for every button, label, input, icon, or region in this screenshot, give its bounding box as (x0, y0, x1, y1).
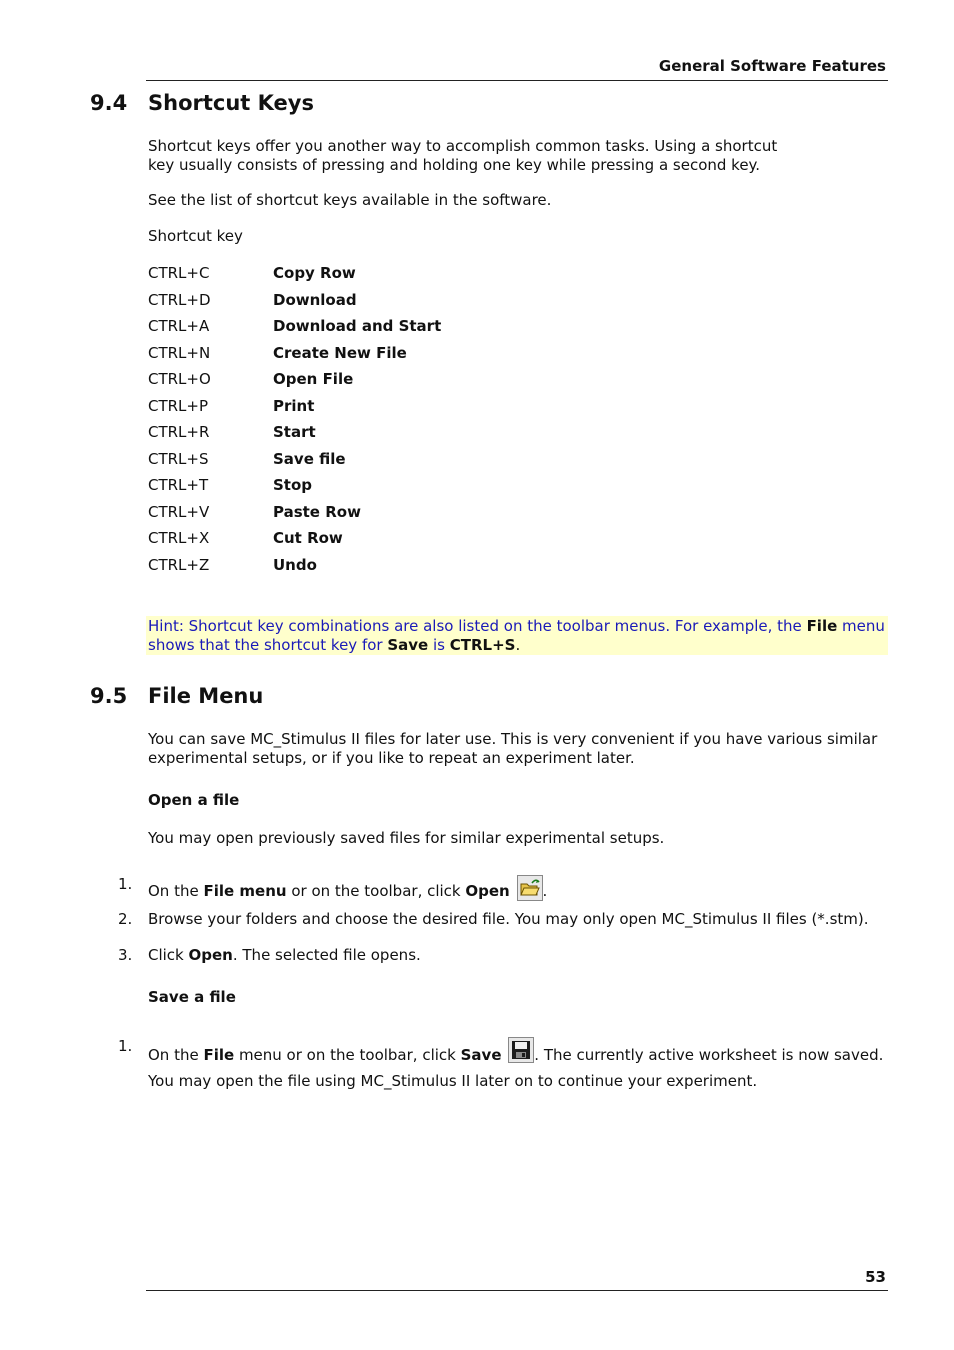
shortcut-action: Copy Row (273, 264, 356, 282)
shortcut-action: Download (273, 291, 357, 309)
shortcut-action: Paste Row (273, 503, 361, 521)
section-number: 9.4 (90, 91, 128, 115)
shortcut-action: Create New File (273, 344, 407, 362)
section-title: File Menu (148, 684, 264, 708)
open-file-intro: You may open previously saved files for similar experimental setups. (148, 829, 665, 847)
hint-box (146, 616, 888, 655)
save-file-heading: Save a file (148, 988, 236, 1006)
shortcut-key: CTRL+T (148, 476, 209, 494)
hint-line-2: shows that the shortcut key for Save is CTRL+S. (148, 636, 521, 654)
shortcut-action: Cut Row (273, 529, 343, 547)
shortcut-action: Start (273, 423, 316, 441)
shortcut-intro: Shortcut keys offer you another way to accomplish common tasks. Using a shortcut key usually consists of pressing and holding one key while pressing a second key. (148, 137, 778, 174)
shortcut-key: CTRL+D (148, 291, 211, 309)
open-file-heading: Open a file (148, 791, 240, 809)
shortcut-key: CTRL+A (148, 317, 210, 335)
shortcut-key: CTRL+C (148, 264, 210, 282)
shortcut-see-list: See the list of shortcut keys available in the software. (148, 191, 552, 209)
shortcut-key: CTRL+P (148, 397, 209, 415)
shortcut-action: Save file (273, 450, 346, 468)
section-number: 9.5 (90, 684, 128, 708)
shortcut-key: CTRL+R (148, 423, 210, 441)
file-menu-intro: You can save MC_Stimulus II files for later use. This is very convenient if you have various similar experimental setups, or if you like to repeat an experiment later. (148, 730, 878, 767)
shortcut-action: Stop (273, 476, 313, 494)
shortcut-key: CTRL+X (148, 529, 210, 547)
floppy-disk-icon (508, 1037, 534, 1063)
shortcut-key: CTRL+O (148, 370, 211, 388)
running-header: General Software Features (658, 57, 886, 75)
header-rule (146, 80, 888, 81)
footer-rule (146, 1290, 888, 1291)
shortcut-key: CTRL+V (148, 503, 210, 521)
shortcut-table-label: Shortcut key (148, 227, 243, 245)
shortcut-key: CTRL+Z (148, 556, 210, 574)
page-number: 53 (865, 1268, 886, 1286)
shortcut-action: Download and Start (273, 317, 442, 335)
shortcut-action: Undo (273, 556, 317, 574)
shortcut-key: CTRL+N (148, 344, 211, 362)
shortcut-action: Print (273, 397, 315, 415)
hint-line-1: Hint: Shortcut key combinations are also listed on the toolbar menus. For example, the File menu (148, 617, 885, 635)
shortcut-key: CTRL+S (148, 450, 209, 468)
save-after-text: You may open the file using MC_Stimulus II later on to continue your experiment. (148, 1072, 758, 1090)
shortcut-action: Open File (273, 370, 354, 388)
open-folder-icon (517, 875, 543, 901)
section-title: Shortcut Keys (148, 91, 314, 115)
